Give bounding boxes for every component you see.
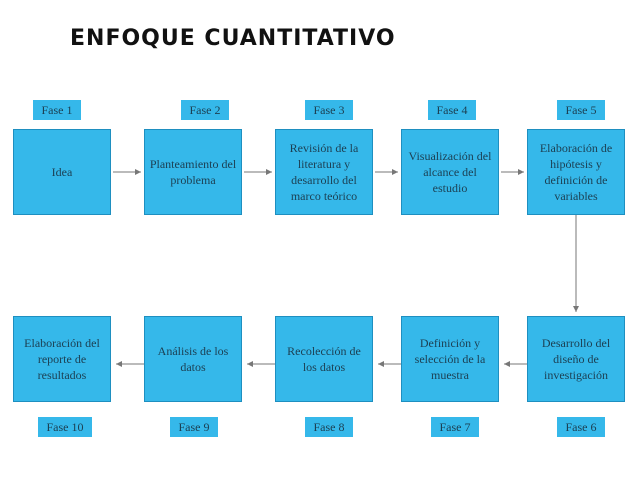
phase-3-tag: Fase 3 xyxy=(305,100,353,120)
phase-2-box: Planteamiento del problema xyxy=(144,129,242,215)
phase-4-box: Visualización del alcance del estudio xyxy=(401,129,499,215)
phase-2-tag: Fase 2 xyxy=(181,100,229,120)
diagram-title: ENFOQUE CUANTITATIVO xyxy=(70,26,396,51)
phase-7-box: Definición y selección de la muestra xyxy=(401,316,499,402)
phase-10-tag: Fase 10 xyxy=(38,417,92,437)
phase-1-tag: Fase 1 xyxy=(33,100,81,120)
phase-5-tag: Fase 5 xyxy=(557,100,605,120)
phase-6-tag: Fase 6 xyxy=(557,417,605,437)
phase-10-box: Elaboración del reporte de resultados xyxy=(13,316,111,402)
phase-6-box: Desarrollo del diseño de investigación xyxy=(527,316,625,402)
phase-8-tag: Fase 8 xyxy=(305,417,353,437)
phase-1-box: Idea xyxy=(13,129,111,215)
phase-5-box: Elaboración de hipótesis y definición de variables xyxy=(527,129,625,215)
phase-8-box: Recolección de los datos xyxy=(275,316,373,402)
phase-4-tag: Fase 4 xyxy=(428,100,476,120)
phase-9-tag: Fase 9 xyxy=(170,417,218,437)
phase-7-tag: Fase 7 xyxy=(431,417,479,437)
phase-9-box: Análisis de los datos xyxy=(144,316,242,402)
phase-3-box: Revisión de la literatura y desarrollo del marco teórico xyxy=(275,129,373,215)
